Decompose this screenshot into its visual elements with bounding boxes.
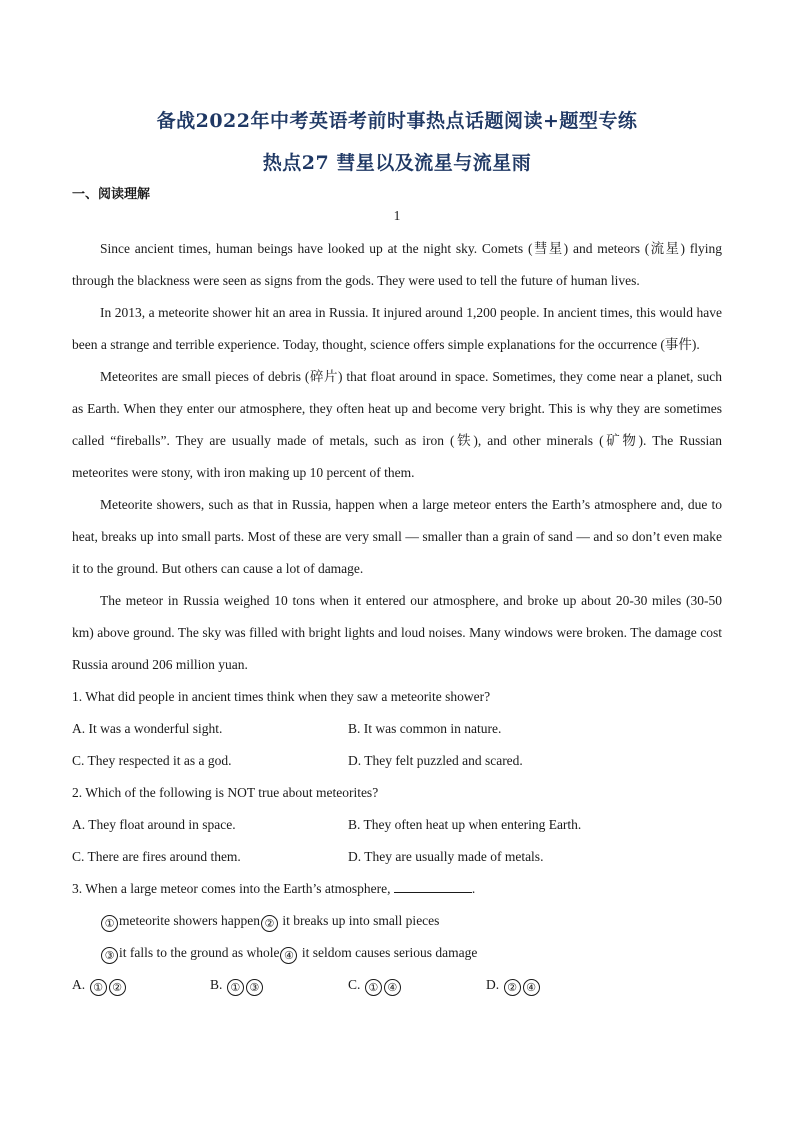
statement-text: it falls to the ground as whole [119,945,280,960]
option-d [486,969,624,1001]
statement-row [72,905,722,937]
circled-number: ④ [523,979,540,996]
question-stem-end: . [471,881,476,896]
option-letter: B. [210,977,223,992]
options-row [72,841,722,873]
option-b: B. They often heat up when entering Earth. [348,817,582,832]
statement-row [72,937,722,969]
question-stem [72,873,722,905]
circled-number-1: ① [101,915,118,932]
paragraph: Meteorites are small pieces of debris (碎片) that float around in space. Sometimes, they come near a planet, such as Earth. When they enter our atmosphere, they often heat up and become very bright. This is why they are sometimes called “fireballs”. They are usually made of metals, such as iron (铁), and other minerals (矿物). The Russian meteorites were stony, with iron making up 10 percent of them. [72,369,722,480]
option-b [210,969,348,1001]
paragraph: The meteor in Russia weighed 10 tons when it entered our atmosphere, and broke up about 20-30 miles (30-50 km) above ground. The sky was filled with bright lights and loud noises. Many windows were broken. The damage cost Russia around 206 million yuan. [72,593,722,672]
statement-text: it breaks up into small pieces [282,913,440,928]
document-title: 备战2022年中考英语考前时事热点话题阅读+题型专练 [156,110,638,132]
circled-number: ③ [246,979,263,996]
question-stem-text: 3. When a large meteor comes into the Earth’s atmosphere, [72,881,391,896]
options-row [72,713,722,745]
section-heading: 一、阅读理解 [72,187,151,202]
option-a: A. They float around in space. [72,817,236,832]
passage-number: 1 [393,208,401,223]
statement-text: meteorite showers happen [119,913,260,928]
passage-body [72,233,722,1001]
option-a [72,969,210,1001]
question-stem: 1. What did people in ancient times think when they saw a meteorite shower? [72,689,491,704]
option-d: D. They are usually made of metals. [348,849,544,864]
question-stem: 2. Which of the following is NOT true about meteorites? [72,785,379,800]
circled-number-4: ④ [280,947,297,964]
option-letter: D. [486,977,500,992]
circled-number: ④ [384,979,401,996]
answer-blank [394,880,472,893]
option-letter: A. [72,977,86,992]
option-c: C. They respected it as a god. [72,753,232,768]
circled-number: ① [365,979,382,996]
circled-number-3: ③ [101,947,118,964]
paragraph: In 2013, a meteorite shower hit an area in Russia. It injured around 1,200 people. In ancient times, this would have been a strange and terrible experience. Today, thought, science offers simple explanations for the occurrence (事件). [72,305,722,352]
options-row [72,745,722,777]
options-row [72,969,722,1001]
option-c [348,969,486,1001]
option-d: D. They felt puzzled and scared. [348,753,523,768]
options-row [72,809,722,841]
statement-text: it seldom causes serious damage [301,945,478,960]
circled-number: ② [504,979,521,996]
circled-number: ② [109,979,126,996]
paragraph: Meteorite showers, such as that in Russia, happen when a large meteor enters the Earth’s atmosphere and, due to heat, breaks up into small parts. Most of these are very small — smaller than a grain of sand — and so don’t even make it to the ground. But others can cause a lot of damage. [72,497,722,576]
paragraph: Since ancient times, human beings have looked up at the night sky. Comets (彗星) and meteors (流星) flying through the blackness were seen as signs from the gods. They were used to tell the future of human lives. [72,241,722,288]
circled-number: ① [227,979,244,996]
option-a: A. It was a wonderful sight. [72,721,223,736]
circled-number-2: ② [261,915,278,932]
option-c: C. There are fires around them. [72,849,241,864]
option-b: B. It was common in nature. [348,721,502,736]
option-letter: C. [348,977,361,992]
circled-number: ① [90,979,107,996]
document-subtitle: 热点27 彗星以及流星与流星雨 [262,152,532,174]
